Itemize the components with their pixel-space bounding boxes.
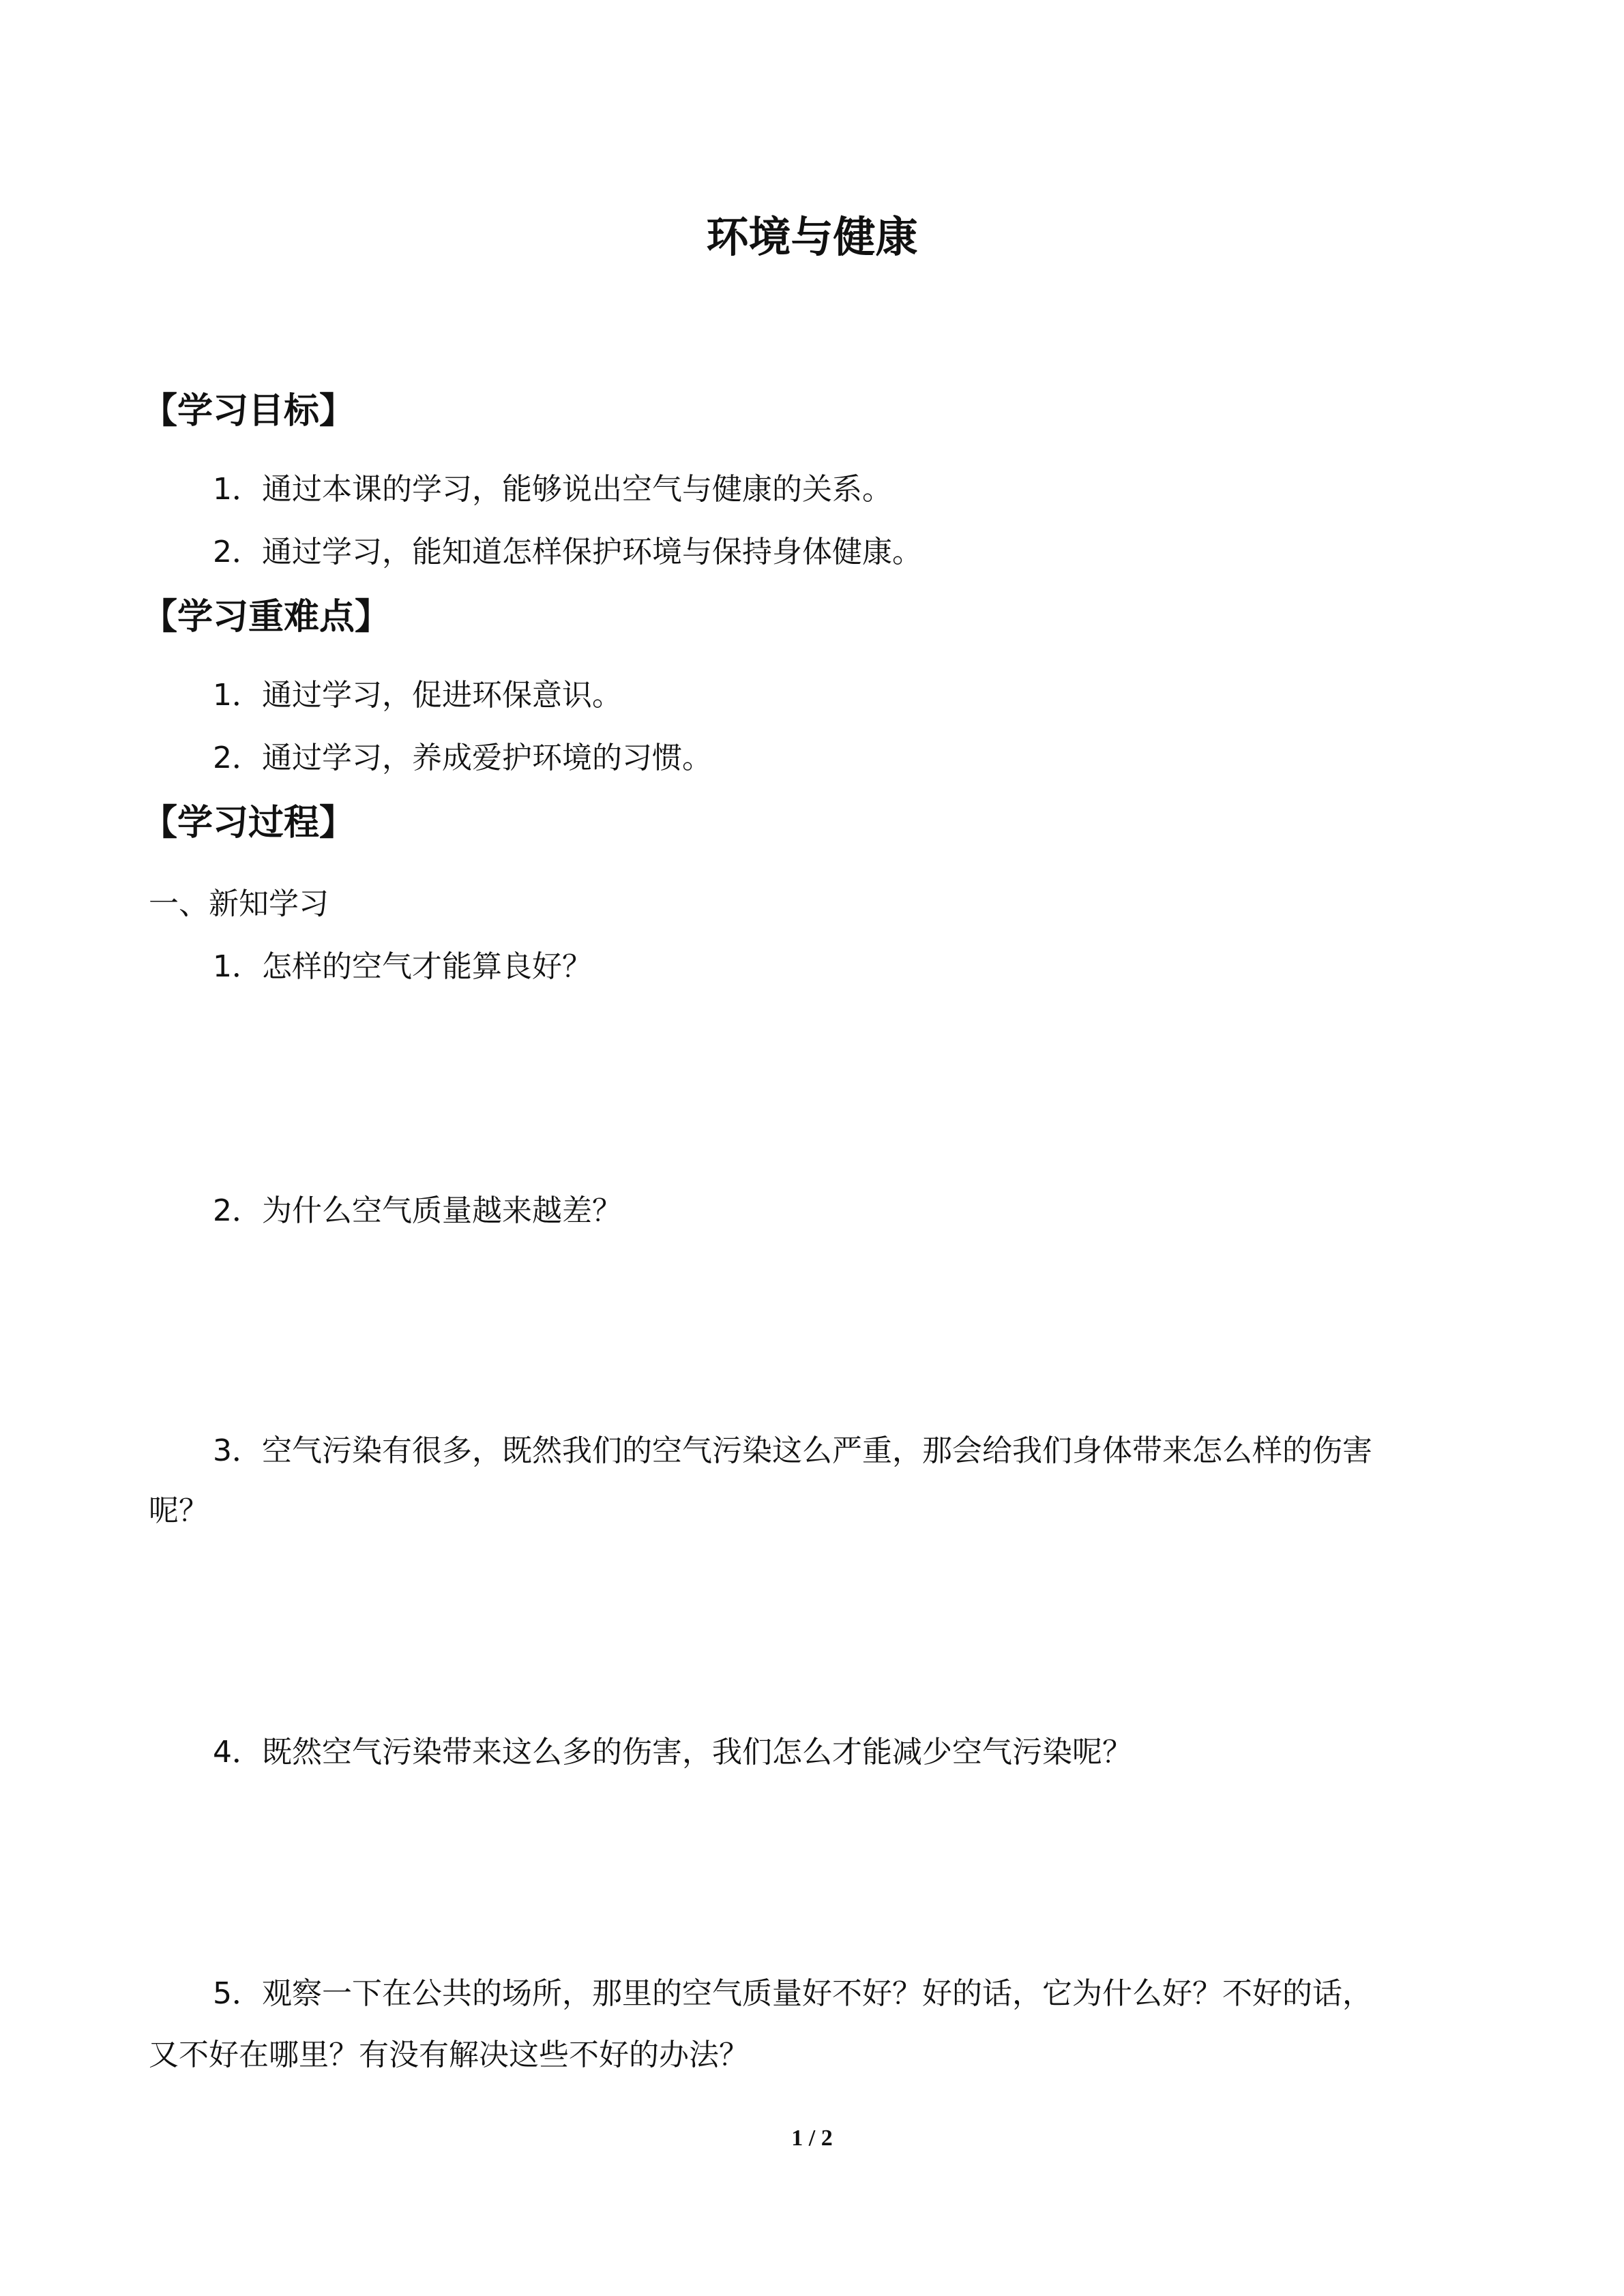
section-title: 一、新知学习 <box>149 886 329 921</box>
page-title: 环境与健康 <box>706 212 918 262</box>
question-item: 5．观察一下在公共的场所，那里的空气质量好不好？好的话，它为什么好？不好的话， <box>213 1976 1372 2011</box>
question-item: 3．空气污染有很多，既然我们的空气污染这么严重，那会给我们身体带来怎么样的伤害 <box>213 1433 1372 1468</box>
question-item-continuation: 呢？ <box>149 1493 209 1528</box>
objective-item: 2．通过学习，能知道怎样保护环境与保持身体健康。 <box>213 535 922 569</box>
question-item: 1．怎样的空气才能算良好？ <box>213 949 592 984</box>
question-item-continuation: 又不好在哪里？有没有解决这些不好的办法？ <box>149 2038 749 2072</box>
key-point-item: 2．通过学习，养成爱护环境的习惯。 <box>213 741 712 775</box>
key-points-heading: 【学习重难点】 <box>142 597 391 638</box>
question-item: 4．既然空气污染带来这么多的伤害，我们怎么才能减少空气污染呢？ <box>213 1735 1132 1770</box>
page-number: 1 / 2 <box>791 2126 833 2151</box>
key-point-item: 1．通过学习，促进环保意识。 <box>213 678 622 713</box>
process-heading: 【学习过程】 <box>142 803 355 844</box>
objective-item: 1．通过本课的学习，能够说出空气与健康的关系。 <box>213 472 892 507</box>
question-item: 2．为什么空气质量越来越差？ <box>213 1193 622 1228</box>
objectives-heading: 【学习目标】 <box>142 391 355 432</box>
